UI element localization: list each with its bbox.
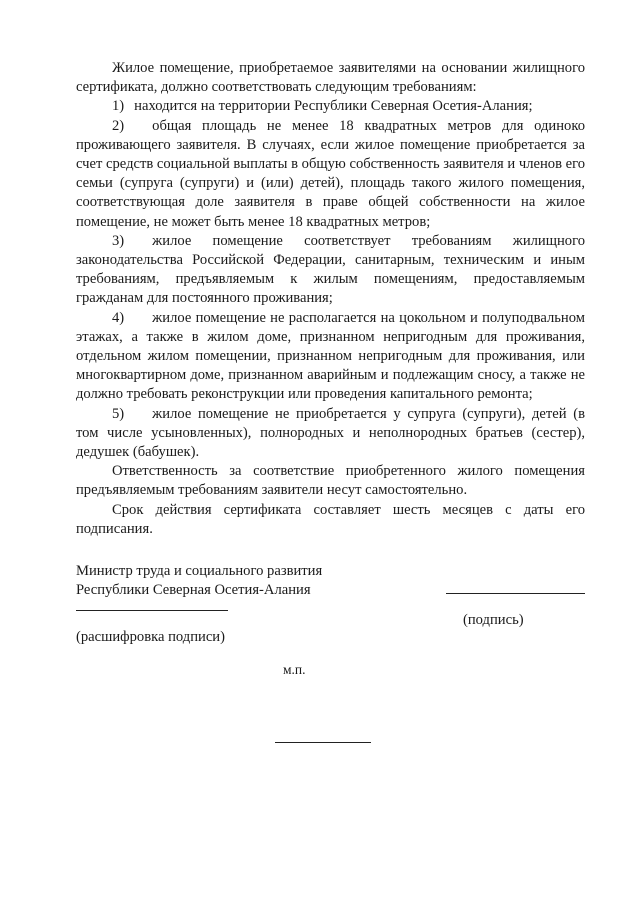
position-line-1: Министр труда и социального развития — [76, 563, 323, 579]
requirement-number: 1) — [112, 98, 125, 115]
requirement-text: жилое помещение не располагается на цокольном и полуподвальном этажах, а также в жилом доме, признанном непригодным для проживания, отдельном жилом помещении, признанном непригодным для проживания, или многоквартирном доме, признанном аварийным и подлежащим сносу, а также не должно требовать реконструкции или проведения капитального ремонта; — [76, 309, 585, 403]
signatory-position — [76, 562, 322, 600]
requirement-number: 4) — [112, 309, 125, 326]
requirement-item-1 — [76, 97, 585, 116]
validity-paragraph: Срок действия сертификата составляет шесть месяцев с даты его подписания. — [76, 501, 585, 537]
responsibility-paragraph: Ответственность за соответствие приобретенного жилого помещения предъявляемым требованиям заявители несут самостоятельно. — [76, 463, 585, 499]
requirement-item-4 — [76, 309, 585, 405]
requirement-text: жилое помещение соответствует требованиям жилищного законодательства Российской Федерации, санитарным, техническим и иным требованиям, предъявляемым к жилым помещениям, предоставляемым гражданам для постоянного проживания; — [76, 232, 585, 307]
bottom-rule — [275, 742, 371, 743]
decoding-label: (расшифровка подписи) — [76, 629, 225, 645]
document-body — [76, 59, 585, 539]
position-line-2: Республики Северная Осетия-Алания — [76, 582, 311, 599]
requirement-text: общая площадь не менее 18 квадратных метров для одиноко проживающего заявителя. В случаях, если жилое помещение приобретается за счет средств социальной выплаты в общую собственность заявителя и членов его семьи (супруга (супруги) и (или) детей), площадь такого жилого помещения, соответствующая доле заявителя в праве общей собственности на жилое помещение, не может быть менее 18 квадратных метров; — [76, 117, 586, 230]
requirement-number: 2) — [112, 117, 125, 134]
requirement-item-5 — [76, 405, 585, 463]
requirement-text: жилое помещение не приобретается у супруга (супруги), детей (в том числе усыновленных), полнородных и неполнородных братьев (сестер), дедушек (бабушек). — [76, 405, 585, 461]
signature-label: (подпись) — [463, 612, 524, 628]
requirement-number: 5) — [112, 405, 125, 422]
stamp-mark: м.п. — [283, 662, 306, 677]
signature-line — [446, 593, 585, 594]
requirement-number: 3) — [112, 232, 125, 249]
decoding-line — [76, 610, 228, 611]
requirement-item-3 — [76, 232, 585, 309]
requirement-text: находится на территории Республики Северная Осетия-Алания; — [134, 98, 533, 115]
requirement-item-2 — [76, 117, 585, 232]
intro-paragraph: Жилое помещение, приобретаемое заявителями на основании жилищного сертификата, должно соответствовать следующим требованиям: — [76, 60, 585, 96]
